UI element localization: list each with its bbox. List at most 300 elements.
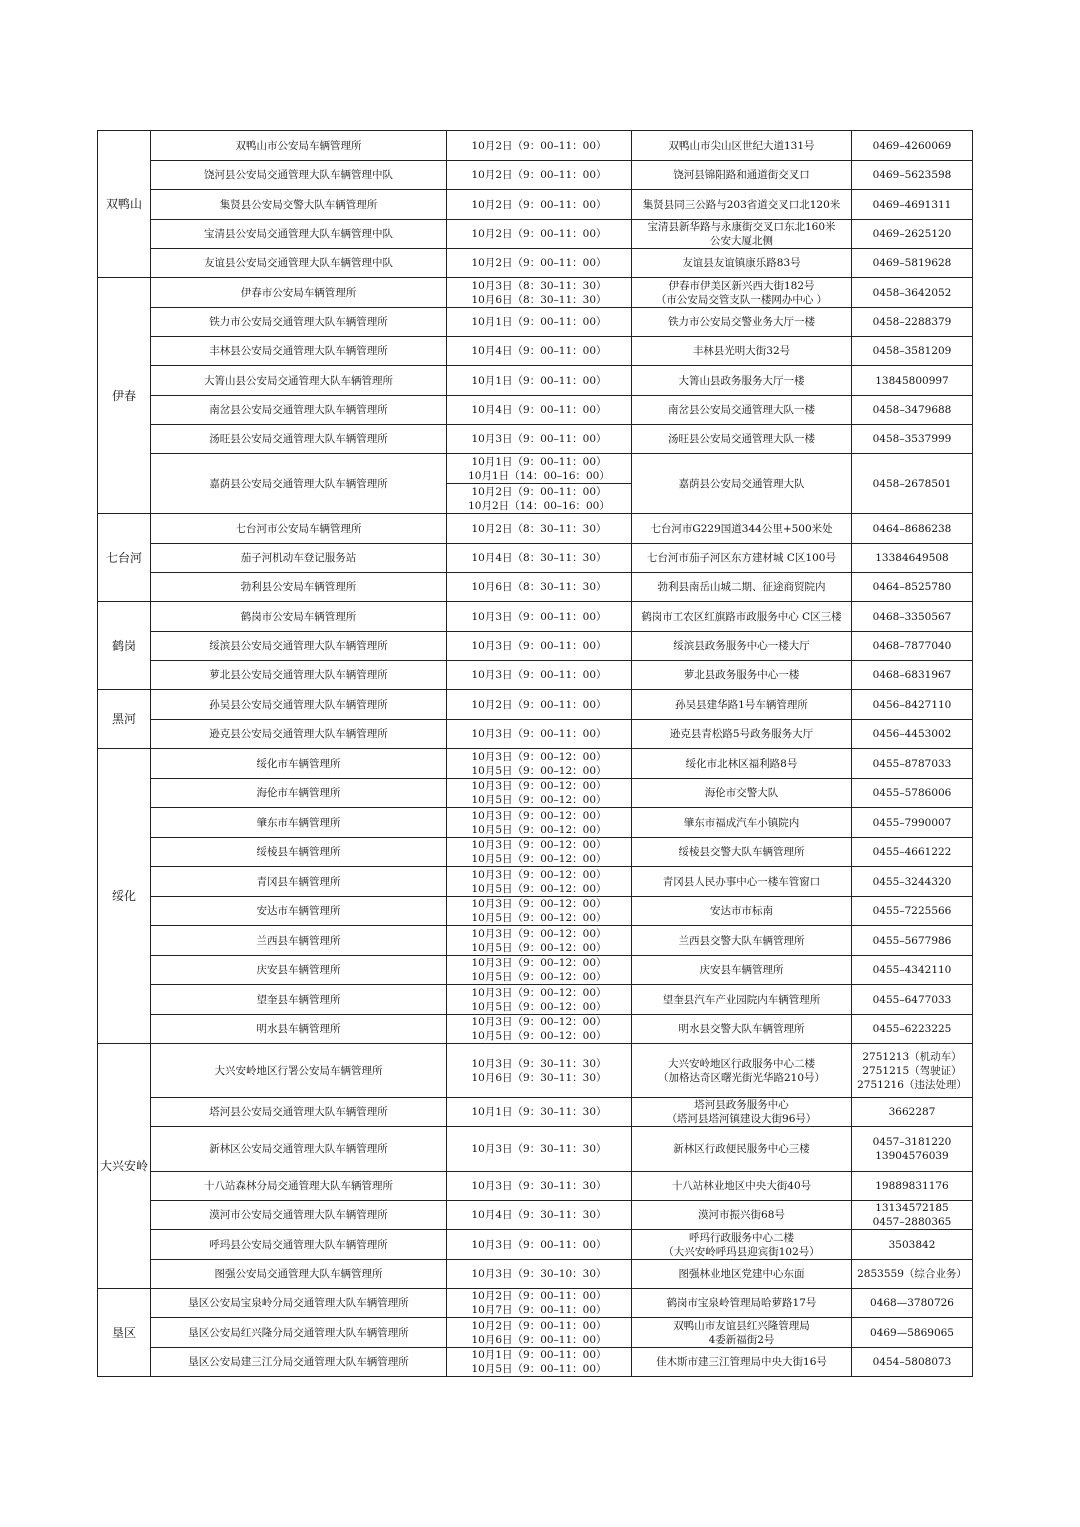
office-phone bbox=[852, 190, 973, 220]
table-row bbox=[98, 1230, 973, 1260]
table-row bbox=[98, 749, 973, 779]
table-row bbox=[98, 220, 973, 249]
service-time-line: 10月2日（9：00–11：00） bbox=[471, 198, 607, 211]
office-phone bbox=[852, 690, 973, 720]
service-time bbox=[447, 1127, 632, 1172]
service-time-group-lines bbox=[468, 485, 610, 513]
office-address bbox=[632, 690, 852, 720]
phone-line: 13904576039 bbox=[875, 1150, 949, 1162]
service-time-line: 10月5日（9：00–12：00） bbox=[471, 853, 607, 865]
service-time-line: 10月3日（9：30–11：30） bbox=[471, 1143, 607, 1155]
office-address bbox=[632, 1015, 852, 1044]
service-time-line: 10月3日（8：30–11：30） bbox=[471, 279, 607, 292]
address-line: 友谊县友谊镇康乐路83号 bbox=[682, 257, 801, 269]
phone-line: 0469—5869065 bbox=[870, 1326, 954, 1339]
office-address bbox=[632, 1201, 852, 1230]
office-phone bbox=[852, 602, 973, 632]
service-time-line: 10月3日（9：00–11：00） bbox=[471, 610, 607, 623]
service-time bbox=[447, 720, 632, 749]
office-name: 丰林县公安局交通管理大队车辆管理所 bbox=[151, 337, 447, 366]
phone-line: 2751215（驾驶证） bbox=[862, 1064, 962, 1077]
service-time-line: 10月5日（9：00–12：00） bbox=[471, 971, 607, 983]
phone-line: 0455–5786006 bbox=[872, 787, 952, 799]
service-time-line: 10月2日（9：00–11：00） bbox=[471, 139, 607, 152]
office-address bbox=[632, 190, 852, 220]
service-time bbox=[447, 1172, 632, 1201]
table-row bbox=[98, 867, 973, 897]
address-line: 安达市市标南 bbox=[710, 905, 773, 917]
table-row bbox=[98, 1260, 973, 1289]
office-phone bbox=[852, 454, 973, 514]
phone-line: 0469–4691311 bbox=[872, 198, 952, 211]
table-row bbox=[98, 425, 973, 454]
office-name: 塔河县公安局交通管理大队车辆管理所 bbox=[151, 1098, 447, 1127]
service-time bbox=[447, 249, 632, 278]
office-name: 茄子河机动车登记服务站 bbox=[151, 544, 447, 573]
service-time-group bbox=[447, 454, 631, 483]
address-line: 明水县交警大队车辆管理所 bbox=[678, 1023, 805, 1035]
service-time-group-lines bbox=[468, 455, 610, 483]
office-name: 绥棱县车辆管理所 bbox=[151, 838, 447, 867]
service-time-line: 10月2日（14：00–16：00） bbox=[468, 499, 610, 512]
phone-line: 0457–2880365 bbox=[872, 1216, 952, 1228]
office-phone bbox=[852, 867, 973, 897]
office-address bbox=[632, 956, 852, 985]
address-line: 呼玛行政服务中心二楼 bbox=[689, 1231, 794, 1244]
table-row bbox=[98, 190, 973, 220]
service-time bbox=[447, 220, 632, 249]
office-phone bbox=[852, 1318, 973, 1348]
phone-line: 0458–3581209 bbox=[872, 345, 952, 357]
service-time-line: 10月5日（9：00–12：00） bbox=[471, 1000, 607, 1013]
office-phone bbox=[852, 544, 973, 573]
service-time bbox=[447, 985, 632, 1015]
office-name: 七台河市公安局车辆管理所 bbox=[151, 514, 447, 544]
office-name: 嘉荫县公安局交通管理大队车辆管理所 bbox=[151, 454, 447, 514]
service-time-group bbox=[447, 483, 631, 513]
office-phone bbox=[852, 249, 973, 278]
table-row bbox=[98, 337, 973, 366]
region-name: 伊春 bbox=[98, 278, 151, 514]
office-phone bbox=[852, 1201, 973, 1230]
office-phone bbox=[852, 985, 973, 1015]
table-row bbox=[98, 956, 973, 985]
office-name: 肇东市车辆管理所 bbox=[151, 808, 447, 838]
table-row bbox=[98, 1201, 973, 1230]
service-time bbox=[447, 632, 632, 661]
region-name: 双鸭山 bbox=[98, 131, 151, 278]
service-time bbox=[447, 661, 632, 690]
address-line: 大兴安岭地区行政服务中心二楼 bbox=[668, 1057, 815, 1070]
service-time bbox=[447, 1201, 632, 1230]
phone-line: 2853559（综合业务） bbox=[857, 1268, 967, 1280]
table-row bbox=[98, 897, 973, 926]
office-address bbox=[632, 1260, 852, 1289]
office-name: 绥滨县公安局交通管理大队车辆管理所 bbox=[151, 632, 447, 661]
address-line: 双鸭山市友谊县红兴隆管理局 bbox=[673, 1319, 810, 1332]
office-phone bbox=[852, 1172, 973, 1201]
region-name: 垦区 bbox=[98, 1289, 151, 1377]
phone-line: 0457–3181220 bbox=[872, 1136, 952, 1148]
table-row bbox=[98, 926, 973, 956]
office-name: 铁力市公安局交通管理大队车辆管理所 bbox=[151, 308, 447, 337]
region-name: 七台河 bbox=[98, 514, 151, 602]
service-time-line: 10月5日（9：00–12：00） bbox=[471, 823, 607, 836]
address-line: 集贤县同三公路与203省道交叉口北120米 bbox=[642, 198, 841, 211]
service-time-line: 10月2日（8：30–11：30） bbox=[471, 522, 607, 535]
phone-line: 0469–5623598 bbox=[872, 169, 952, 181]
service-time-line: 10月6日（8：30–11：30） bbox=[471, 293, 607, 306]
office-address bbox=[632, 1289, 852, 1318]
service-time-line: 10月2日（9：00–11：00） bbox=[471, 228, 607, 240]
service-time bbox=[447, 425, 632, 454]
service-time bbox=[447, 779, 632, 808]
office-phone bbox=[852, 720, 973, 749]
table-row bbox=[98, 161, 973, 190]
service-time-line: 10月4日（9：30–11：30） bbox=[471, 1209, 607, 1221]
phone-line: 0455–6223225 bbox=[872, 1023, 952, 1035]
office-address bbox=[632, 661, 852, 690]
table-row bbox=[98, 573, 973, 602]
office-address bbox=[632, 1098, 852, 1127]
office-address bbox=[632, 573, 852, 602]
office-address bbox=[632, 1172, 852, 1201]
service-time-line: 10月5日（9：00–12：00） bbox=[471, 764, 607, 777]
address-line: 伊春市伊美区新兴西大街182号 bbox=[668, 279, 815, 292]
office-address bbox=[632, 985, 852, 1015]
phone-line: 2751216（违法处理） bbox=[857, 1078, 967, 1091]
phone-line: 0455–6477033 bbox=[872, 993, 952, 1006]
office-phone bbox=[852, 161, 973, 190]
office-address bbox=[632, 396, 852, 425]
address-line: 漠河市振兴街68号 bbox=[698, 1209, 785, 1221]
phone-line: 0455–4342110 bbox=[872, 964, 952, 976]
office-phone bbox=[852, 573, 973, 602]
table-row bbox=[98, 1044, 973, 1098]
office-phone bbox=[852, 131, 973, 161]
address-line: 绥化市北林区福利路8号 bbox=[685, 757, 798, 770]
office-name: 望奎县车辆管理所 bbox=[151, 985, 447, 1015]
service-time bbox=[447, 396, 632, 425]
office-name: 伊春市公安局车辆管理所 bbox=[151, 278, 447, 308]
office-address bbox=[632, 602, 852, 632]
region-name: 鹤岗 bbox=[98, 602, 151, 690]
phone-line: 0464–8686238 bbox=[872, 522, 952, 535]
office-phone bbox=[852, 396, 973, 425]
office-name: 鹤岗市公安局车辆管理所 bbox=[151, 602, 447, 632]
service-time bbox=[447, 573, 632, 602]
schedule-body bbox=[98, 131, 973, 1377]
region-name: 大兴安岭 bbox=[98, 1044, 151, 1289]
phone-line: 0455–7990007 bbox=[872, 816, 952, 829]
office-address bbox=[632, 632, 852, 661]
service-time-line: 10月3日（9：00–12：00） bbox=[471, 780, 607, 792]
office-phone bbox=[852, 808, 973, 838]
office-name: 勃利县公安局车辆管理所 bbox=[151, 573, 447, 602]
service-time bbox=[447, 454, 632, 514]
service-time-line: 10月3日（9：00–12：00） bbox=[471, 986, 607, 999]
office-address bbox=[632, 278, 852, 308]
service-time bbox=[447, 308, 632, 337]
address-line: 绥棱县交警大队车辆管理所 bbox=[678, 846, 805, 858]
address-line: 佳木斯市建三江管理局中央大街16号 bbox=[656, 1356, 827, 1368]
service-time bbox=[447, 161, 632, 190]
service-time bbox=[447, 131, 632, 161]
service-time bbox=[447, 1098, 632, 1127]
phone-line: 0468–7877040 bbox=[872, 640, 952, 652]
service-time-line: 10月2日（9：00–11：00） bbox=[471, 1319, 607, 1332]
office-name: 呼玛县公安局交通管理大队车辆管理所 bbox=[151, 1230, 447, 1260]
service-time-line: 10月3日（9：00–11：00） bbox=[471, 1238, 607, 1251]
office-phone bbox=[852, 425, 973, 454]
service-time-line: 10月7日（9：00–11：00） bbox=[471, 1304, 607, 1316]
table-row bbox=[98, 1348, 973, 1377]
service-time bbox=[447, 1348, 632, 1377]
address-line: （塔河县塔河镇建设大街96号） bbox=[666, 1113, 817, 1125]
service-time bbox=[447, 1260, 632, 1289]
phone-line: 0469–4260069 bbox=[872, 139, 952, 152]
office-address bbox=[632, 308, 852, 337]
address-line: 南岔县公安局交通管理大队一楼 bbox=[668, 404, 815, 416]
office-name: 汤旺县公安局交通管理大队车辆管理所 bbox=[151, 425, 447, 454]
service-time-line: 10月5日（9：00–12：00） bbox=[471, 912, 607, 924]
phone-line: 3662287 bbox=[888, 1106, 936, 1118]
phone-line: 0455–7225566 bbox=[872, 905, 952, 917]
address-line: 铁力市公安局交警业务大厅一楼 bbox=[668, 316, 815, 328]
phone-line: 0468–6831967 bbox=[872, 669, 952, 681]
service-time-line: 10月3日（9：00–11：00） bbox=[471, 433, 607, 445]
office-name: 图强公安局交通管理大队车辆管理所 bbox=[151, 1260, 447, 1289]
service-time-line: 10月5日（9：00–12：00） bbox=[471, 794, 607, 806]
phone-line: 0468—3780726 bbox=[870, 1297, 954, 1309]
service-time-line: 10月2日（9：00–11：00） bbox=[471, 485, 607, 498]
office-address bbox=[632, 161, 852, 190]
address-line: 4委新福街2号 bbox=[708, 1333, 775, 1346]
office-address bbox=[632, 867, 852, 897]
office-address bbox=[632, 425, 852, 454]
phone-line: 2751213（机动车） bbox=[862, 1050, 962, 1063]
table-row bbox=[98, 249, 973, 278]
office-phone bbox=[852, 1098, 973, 1127]
office-phone bbox=[852, 926, 973, 956]
office-address bbox=[632, 1318, 852, 1348]
table-row bbox=[98, 985, 973, 1015]
service-time bbox=[447, 808, 632, 838]
office-name: 集贤县公安局交警大队车辆管理所 bbox=[151, 190, 447, 220]
table-row bbox=[98, 1098, 973, 1127]
service-time-line: 10月1日（9：00–11：00） bbox=[471, 374, 607, 387]
table-row bbox=[98, 1015, 973, 1044]
office-name: 大兴安岭地区行署公安局车辆管理所 bbox=[151, 1044, 447, 1098]
address-line: 庆安县车辆管理所 bbox=[699, 964, 784, 976]
address-line: （大兴安岭呼玛县迎宾街102号） bbox=[663, 1245, 820, 1258]
service-time-line: 10月1日（14：00–16：00） bbox=[468, 469, 610, 482]
address-line: 七台河市茄子河区东方建材城 C区100号 bbox=[647, 552, 836, 564]
office-phone bbox=[852, 1044, 973, 1098]
phone-line: 0455–5677986 bbox=[872, 934, 952, 947]
office-phone bbox=[852, 1348, 973, 1377]
table-row bbox=[98, 632, 973, 661]
table-row bbox=[98, 396, 973, 425]
service-time bbox=[447, 1044, 632, 1098]
address-line: 绥滨县政务服务中心一楼大厅 bbox=[673, 640, 810, 652]
office-name: 友谊县公安局交通管理大队车辆管理中队 bbox=[151, 249, 447, 278]
office-address bbox=[632, 366, 852, 396]
address-line: 图强林业地区党建中心东面 bbox=[678, 1268, 805, 1280]
office-name: 孙吴县公安局交通管理大队车辆管理所 bbox=[151, 690, 447, 720]
phone-line: 0464–8525780 bbox=[872, 581, 952, 593]
region-name: 黑河 bbox=[98, 690, 151, 749]
office-name: 明水县车辆管理所 bbox=[151, 1015, 447, 1044]
service-time bbox=[447, 514, 632, 544]
table-row bbox=[98, 514, 973, 544]
phone-line: 0455–3244320 bbox=[872, 875, 952, 888]
office-address bbox=[632, 1127, 852, 1172]
phone-line: 0458–2288379 bbox=[872, 316, 952, 328]
vehicle-office-schedule-table bbox=[97, 130, 973, 1377]
service-time-line: 10月6日（9：30–11：30） bbox=[471, 1071, 607, 1084]
service-time-line: 10月1日（9：00–11：00） bbox=[471, 316, 607, 328]
office-name: 宝清县公安局交通管理大队车辆管理中队 bbox=[151, 220, 447, 249]
service-time bbox=[447, 690, 632, 720]
address-line: 双鸭山市尖山区世纪大道131号 bbox=[668, 139, 815, 152]
office-phone bbox=[852, 514, 973, 544]
phone-line: 13134572185 bbox=[875, 1202, 949, 1214]
service-time bbox=[447, 602, 632, 632]
service-time-line: 10月3日（9：00–12：00） bbox=[471, 957, 607, 969]
table-row bbox=[98, 1127, 973, 1172]
table-row bbox=[98, 1172, 973, 1201]
service-time-line: 10月4日（9：00–11：00） bbox=[471, 345, 607, 357]
address-line: 望奎县汽车产业园院内车辆管理所 bbox=[662, 993, 821, 1006]
address-line: 鹤岗市宝泉岭管理局哈萝路17号 bbox=[666, 1297, 817, 1309]
service-time bbox=[447, 867, 632, 897]
address-line: （市公安局交管支队一楼网办中心 ） bbox=[655, 293, 828, 306]
service-time-line: 10月5日（9：00–11：00） bbox=[471, 1363, 607, 1375]
phone-line: 0458–3537999 bbox=[872, 433, 952, 445]
office-address bbox=[632, 544, 852, 573]
address-line: 兰西县交警大队车辆管理所 bbox=[678, 934, 805, 947]
service-time bbox=[447, 956, 632, 985]
office-phone bbox=[852, 779, 973, 808]
address-line: 公安大厦北侧 bbox=[710, 235, 773, 247]
office-phone bbox=[852, 366, 973, 396]
office-phone bbox=[852, 749, 973, 779]
phone-line: 0456–8427110 bbox=[872, 698, 952, 711]
phone-line: 0455–4661222 bbox=[872, 846, 952, 858]
service-time bbox=[447, 897, 632, 926]
service-time-line: 10月3日（9：30–11：30） bbox=[471, 1180, 607, 1192]
office-address bbox=[632, 749, 852, 779]
service-time-line: 10月2日（9：00–11：00） bbox=[471, 169, 607, 181]
office-name: 垦区公安局建三江分局交通管理大队车辆管理所 bbox=[151, 1348, 447, 1377]
office-phone bbox=[852, 1015, 973, 1044]
table-row bbox=[98, 1318, 973, 1348]
phone-line: 0458–3479688 bbox=[872, 404, 952, 416]
table-row bbox=[98, 661, 973, 690]
service-time bbox=[447, 1015, 632, 1044]
service-time-line: 10月2日（9：00–11：00） bbox=[471, 698, 607, 711]
table-row bbox=[98, 808, 973, 838]
office-phone bbox=[852, 1230, 973, 1260]
office-name: 大箐山县公安局交通管理大队车辆管理所 bbox=[151, 366, 447, 396]
phone-line: 0469–5819628 bbox=[872, 257, 952, 269]
office-address bbox=[632, 808, 852, 838]
table-row bbox=[98, 544, 973, 573]
service-time-line: 10月3日（9：00–11：00） bbox=[471, 728, 607, 740]
table-row bbox=[98, 366, 973, 396]
office-address bbox=[632, 1230, 852, 1260]
office-phone bbox=[852, 1289, 973, 1318]
address-line: 嘉荫县公安局交通管理大队 bbox=[678, 477, 805, 490]
service-time-line: 10月3日（9：00–12：00） bbox=[471, 898, 607, 910]
service-time-line: 10月3日（9：00–12：00） bbox=[471, 1016, 607, 1028]
service-time-line: 10月2日（9：00–11：00） bbox=[471, 257, 607, 269]
service-time-line: 10月5日（9：00–12：00） bbox=[471, 1030, 607, 1042]
office-address bbox=[632, 1348, 852, 1377]
office-phone bbox=[852, 661, 973, 690]
service-time-line: 10月3日（9：00–12：00） bbox=[471, 809, 607, 822]
office-address bbox=[632, 720, 852, 749]
office-name: 饶河县公安局交通管理大队车辆管理中队 bbox=[151, 161, 447, 190]
phone-line: 13384649508 bbox=[875, 552, 949, 564]
office-name: 十八站森林分局交通管理大队车辆管理所 bbox=[151, 1172, 447, 1201]
phone-line: 0455–8787033 bbox=[872, 757, 952, 770]
office-address bbox=[632, 454, 852, 514]
phone-line: 0469–2625120 bbox=[872, 228, 952, 240]
address-line: 丰林县光明大街32号 bbox=[692, 345, 791, 357]
office-phone bbox=[852, 956, 973, 985]
office-address bbox=[632, 131, 852, 161]
office-phone bbox=[852, 337, 973, 366]
service-time-line: 10月3日（9：00–12：00） bbox=[471, 927, 607, 940]
service-time-line: 10月6日（9：00–11：00） bbox=[471, 1333, 607, 1346]
office-name: 兰西县车辆管理所 bbox=[151, 926, 447, 956]
office-phone bbox=[852, 838, 973, 867]
service-time-line: 10月1日（9：30–11：30） bbox=[471, 1106, 607, 1118]
table-row bbox=[98, 308, 973, 337]
table-row bbox=[98, 720, 973, 749]
office-name: 青冈县车辆管理所 bbox=[151, 867, 447, 897]
address-line: 七台河市G229国道344公里+500米处 bbox=[650, 522, 833, 535]
office-name: 垦区公安局红兴隆分局交通管理大队车辆管理所 bbox=[151, 1318, 447, 1348]
office-name: 新林区公安局交通管理大队车辆管理所 bbox=[151, 1127, 447, 1172]
phone-line: 0468–3350567 bbox=[872, 610, 952, 623]
table-row bbox=[98, 1289, 973, 1318]
service-time bbox=[447, 926, 632, 956]
address-line: 青冈县人民办事中心一楼车管窗口 bbox=[662, 875, 821, 888]
phone-line: 3503842 bbox=[888, 1238, 936, 1251]
address-line: 饶河县锦阳路和通道街交叉口 bbox=[673, 169, 810, 181]
table-row bbox=[98, 454, 973, 514]
address-line: 逊克县青松路5号政务服务大厅 bbox=[669, 728, 814, 740]
service-time-line: 10月6日（8：30–11：30） bbox=[471, 581, 607, 593]
address-line: 大箐山县政务服务大厅一楼 bbox=[678, 374, 805, 387]
office-address bbox=[632, 897, 852, 926]
address-line: 海伦市交警大队 bbox=[704, 787, 779, 799]
service-time bbox=[447, 544, 632, 573]
service-time-line: 10月3日（9：30–10：30） bbox=[471, 1268, 607, 1280]
office-address bbox=[632, 249, 852, 278]
office-phone bbox=[852, 278, 973, 308]
service-time bbox=[447, 1230, 632, 1260]
address-line: 十八站林业地区中央大街40号 bbox=[671, 1180, 812, 1192]
office-name: 双鸭山市公安局车辆管理所 bbox=[151, 131, 447, 161]
address-line: 新林区行政便民服务中心三楼 bbox=[673, 1143, 810, 1155]
address-line: 塔河县政务服务中心 bbox=[694, 1099, 789, 1111]
service-time-line: 10月3日（9：30–11：30） bbox=[471, 1057, 607, 1070]
office-phone bbox=[852, 1127, 973, 1172]
